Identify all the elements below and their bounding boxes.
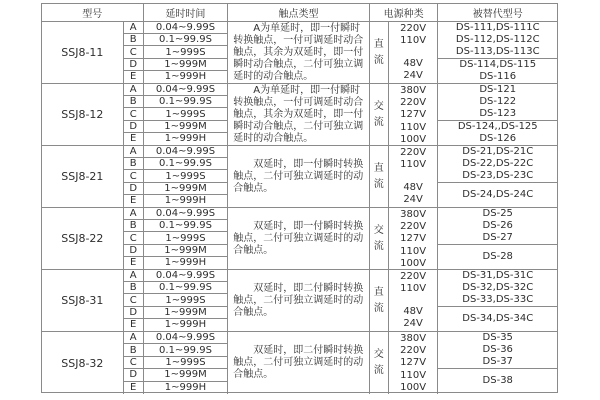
voltage-value: 220V xyxy=(400,97,427,109)
replaced-lower-cell xyxy=(438,369,557,394)
range-code-cell: E xyxy=(124,257,144,269)
table-row-group-ssj8-21 xyxy=(42,146,557,208)
voltage-value: 127V xyxy=(400,357,427,369)
range-code-cell: A xyxy=(124,22,144,33)
delay-time-cell: 1~999S xyxy=(165,232,206,244)
delay-row xyxy=(124,34,228,46)
delay-row xyxy=(124,71,228,83)
power-kind-label: 直流 xyxy=(373,162,384,190)
voltage-value: 127V xyxy=(400,109,427,121)
delay-time-cell: 1~999S xyxy=(165,294,206,306)
voltage-value: 220V xyxy=(400,345,427,357)
voltage-value: 380V xyxy=(400,85,427,96)
delay-row xyxy=(124,294,228,306)
delay-row xyxy=(124,369,228,381)
range-code-cell: C xyxy=(124,232,144,243)
range-code-cell: A xyxy=(124,84,144,95)
range-code-cell: D xyxy=(124,121,144,132)
model-cell xyxy=(42,332,124,394)
voltage-value: 100V xyxy=(400,257,427,269)
delay-row xyxy=(124,257,228,269)
delay-row xyxy=(124,108,228,120)
table-row-group-ssj8-11 xyxy=(42,22,557,84)
range-code-cell: C xyxy=(124,294,144,305)
voltage-value: 24V xyxy=(403,69,423,81)
delay-rows xyxy=(124,146,229,207)
power-kind-label: 直流 xyxy=(373,286,384,314)
header-power-kind: 电源种类 xyxy=(370,4,439,21)
delay-row xyxy=(124,183,228,195)
range-code-cell: A xyxy=(124,146,144,157)
model-cell xyxy=(42,22,124,83)
voltage-value: 100V xyxy=(400,133,427,145)
replaced-model: DS-23,DS-23C xyxy=(462,170,534,182)
replaced-upper-cell xyxy=(438,146,557,183)
delay-row xyxy=(124,270,228,282)
replaced-model: DS-24,DS-24C xyxy=(462,188,534,200)
model-cell xyxy=(42,84,124,145)
replaced-lower-cell xyxy=(438,183,557,207)
contact-type-cell xyxy=(228,332,369,394)
delay-row xyxy=(124,245,228,257)
range-code-cell: B xyxy=(124,34,144,45)
range-code-cell: C xyxy=(124,46,144,57)
delay-rows xyxy=(124,22,229,83)
power-cell xyxy=(370,146,439,207)
delay-row xyxy=(124,195,228,207)
replaced-models-cell xyxy=(438,84,557,145)
power-kind-label: 直流 xyxy=(373,38,384,66)
range-code-cell: C xyxy=(124,108,144,119)
delay-time-cell: 0.1~99.9S xyxy=(159,96,212,108)
relay-spec-table xyxy=(41,3,558,393)
voltage-group-lower xyxy=(389,370,438,394)
power-kind-cell xyxy=(370,332,389,394)
delay-row xyxy=(124,344,228,356)
model-label: SSJ8-21 xyxy=(61,170,104,183)
voltage-group-upper xyxy=(389,85,438,122)
delay-time-cell: 1~999M xyxy=(164,306,207,318)
delay-time-cell: 1~999H xyxy=(164,382,207,394)
model-label: SSJ8-22 xyxy=(61,232,104,245)
range-code-cell: D xyxy=(124,183,144,194)
delay-row xyxy=(124,121,228,133)
replaced-upper-cell xyxy=(438,208,557,245)
delay-time-cell: 1~999H xyxy=(164,71,207,83)
voltage-value: 110V xyxy=(400,369,427,381)
replaced-model: DS-33,DS-33C xyxy=(462,294,534,306)
delay-time-cell: 0.1~99.9S xyxy=(159,34,212,46)
contact-type-cell xyxy=(228,270,369,331)
replaced-model: DS-121 xyxy=(479,83,517,95)
voltage-group-upper xyxy=(389,271,438,295)
voltage-value: 220V xyxy=(400,271,427,282)
replaced-models-cell xyxy=(438,270,557,331)
replaced-model: DS-34,DS-34C xyxy=(462,312,534,324)
range-code-cell: C xyxy=(124,170,144,181)
delay-row xyxy=(124,382,228,394)
voltage-group-lower xyxy=(389,122,438,146)
replaced-model: DS-113,DS-113C xyxy=(455,46,540,58)
delay-time-cell: 1~999M xyxy=(164,120,207,132)
delay-row xyxy=(124,158,228,170)
delay-row xyxy=(124,332,228,344)
replaced-model: DS-35 xyxy=(482,331,513,343)
replaced-upper-cell xyxy=(438,84,557,121)
power-kind-label: 交流 xyxy=(373,224,384,252)
model-label: SSJ8-11 xyxy=(61,46,104,59)
voltage-cell xyxy=(389,208,438,269)
voltage-group-upper xyxy=(389,209,438,246)
contact-type-cell xyxy=(228,22,369,83)
voltage-value: 48V xyxy=(403,57,423,69)
delay-time-cell: 0.04~9.99S xyxy=(155,332,216,344)
range-code-cell: E xyxy=(124,195,144,207)
delay-row xyxy=(124,319,228,331)
contact-type-cell xyxy=(228,208,369,269)
voltage-value: 110V xyxy=(400,283,427,295)
delay-rows xyxy=(124,332,229,394)
power-kind-cell xyxy=(370,84,389,145)
voltage-cell xyxy=(389,84,438,145)
power-cell xyxy=(370,332,439,394)
voltage-value: 110V xyxy=(400,245,427,257)
voltage-group-lower xyxy=(389,246,438,270)
replaced-model: DS-123 xyxy=(479,108,517,120)
delay-rows xyxy=(124,208,229,269)
replaced-model: DS-28 xyxy=(482,250,513,262)
range-code-cell: C xyxy=(124,357,144,368)
delay-time-cell: 1~999M xyxy=(164,244,207,256)
voltage-group-lower xyxy=(389,182,438,206)
replaced-model: DS-126 xyxy=(479,133,517,145)
delay-rows xyxy=(124,270,229,331)
delay-time-cell: 1~999S xyxy=(165,46,206,58)
range-code-cell: A xyxy=(124,270,144,281)
table-row-group-ssj8-32 xyxy=(42,332,557,394)
replaced-model: DS-37 xyxy=(482,356,513,368)
range-code-cell: A xyxy=(124,208,144,219)
delay-row xyxy=(124,357,228,369)
voltage-value: 24V xyxy=(403,317,423,329)
replaced-model: DS-112,DS-112C xyxy=(455,33,540,45)
replaced-model: DS-38 xyxy=(482,375,513,387)
delay-time-cell: 1~999H xyxy=(164,319,207,331)
range-code-cell: B xyxy=(124,96,144,107)
delay-row xyxy=(124,146,228,158)
delay-time-cell: 0.04~9.99S xyxy=(155,146,216,158)
voltage-value: 110V xyxy=(400,121,427,133)
voltage-value: 24V xyxy=(403,193,423,205)
delay-time-cell: 1~999M xyxy=(164,369,207,381)
replaced-model: DS-32,DS-32C xyxy=(462,281,534,293)
replaced-model: DS-114,DS-115 xyxy=(459,59,537,70)
range-code-cell: D xyxy=(124,245,144,256)
replaced-model: DS-26 xyxy=(482,219,513,231)
delay-time-cell: 1~999S xyxy=(165,170,206,182)
range-code-cell: D xyxy=(124,307,144,318)
voltage-group-upper xyxy=(389,147,438,171)
header-contact-type: 触点类型 xyxy=(228,4,369,21)
replaced-models-cell xyxy=(438,22,557,83)
voltage-value: 127V xyxy=(400,233,427,245)
replaced-model: DS-31,DS-31C xyxy=(462,269,534,281)
power-cell xyxy=(370,208,439,269)
header-model: 型号 xyxy=(42,4,144,21)
delay-row xyxy=(124,59,228,71)
delay-row xyxy=(124,170,228,182)
delay-time-cell: 0.04~9.99S xyxy=(155,270,216,282)
replaced-model: DS-22,DS-22C xyxy=(462,157,534,169)
delay-row xyxy=(124,96,228,108)
delay-time-cell: 1~999H xyxy=(164,195,207,207)
voltage-value: 48V xyxy=(403,305,423,317)
voltage-value: 220V xyxy=(400,147,427,158)
replaced-model: DS-36 xyxy=(482,343,513,355)
replaced-model: DS-111,DS-111C xyxy=(455,21,540,33)
voltage-value: 380V xyxy=(400,333,427,344)
power-cell xyxy=(370,84,439,145)
power-kind-cell xyxy=(370,22,389,83)
model-cell xyxy=(42,208,124,269)
voltage-cell xyxy=(389,22,438,83)
replaced-lower-cell xyxy=(438,121,557,145)
delay-row xyxy=(124,282,228,294)
voltage-cell xyxy=(389,270,438,331)
power-cell xyxy=(370,22,439,83)
power-kind-cell xyxy=(370,208,389,269)
range-code-cell: B xyxy=(124,158,144,169)
delay-row xyxy=(124,84,228,96)
replaced-model: DS-116 xyxy=(479,71,517,83)
delay-row xyxy=(124,220,228,232)
delay-row xyxy=(124,208,228,220)
contact-desc: 双延时，即一付瞬时转换触点，二付可独立调延时的动合触点。 xyxy=(233,158,364,194)
voltage-group-upper xyxy=(389,333,438,370)
power-kind-label: 交流 xyxy=(373,100,384,128)
contact-desc: 双延时，即二付瞬时转换触点，二付可独立调延时的动合触点。 xyxy=(233,282,364,318)
delay-row xyxy=(124,232,228,244)
power-cell xyxy=(370,270,439,331)
delay-time-cell: 1~999S xyxy=(165,356,206,368)
voltage-value: 110V xyxy=(400,159,427,171)
delay-time-cell: 0.1~99.9S xyxy=(159,158,212,170)
delay-time-cell: 1~999M xyxy=(164,58,207,70)
model-label: SSJ8-12 xyxy=(61,108,104,121)
power-kind-cell xyxy=(370,270,389,331)
range-code-cell: D xyxy=(124,59,144,70)
delay-row xyxy=(124,22,228,34)
replaced-models-cell xyxy=(438,208,557,269)
table-header xyxy=(42,4,557,22)
contact-desc: 双延时，即二付瞬时转换触点，二付可独立调延时的动合触点。 xyxy=(233,345,364,380)
range-code-cell: E xyxy=(124,319,144,331)
delay-time-cell: 1~999M xyxy=(164,182,207,194)
replaced-model: DS-25 xyxy=(482,207,513,219)
delay-time-cell: 0.04~9.99S xyxy=(155,22,216,34)
delay-time-cell: 1~999H xyxy=(164,257,207,269)
table-row-group-ssj8-12 xyxy=(42,84,557,146)
delay-time-cell: 0.04~9.99S xyxy=(155,208,216,220)
voltage-group-lower xyxy=(389,58,438,82)
range-code-cell: B xyxy=(124,282,144,293)
contact-type-cell xyxy=(228,84,369,145)
voltage-group-lower xyxy=(389,306,438,330)
range-code-cell: E xyxy=(124,133,144,145)
header-delay-time: 延时时间 xyxy=(144,4,229,21)
replaced-lower-cell xyxy=(438,245,557,269)
delay-row xyxy=(124,46,228,58)
voltage-value: 100V xyxy=(400,381,427,393)
delay-row xyxy=(124,307,228,319)
model-cell xyxy=(42,270,124,331)
model-label: SSJ8-31 xyxy=(61,294,104,307)
replaced-model: DS-122 xyxy=(479,95,517,107)
contact-desc: A为单延时，即一付瞬时转换触点，一付可调延时动合触点，其余为双延时，即一付瞬时动合触点，二付可独立调延时的动合触点。 xyxy=(233,22,364,82)
range-code-cell: B xyxy=(124,344,144,355)
contact-type-cell xyxy=(228,146,369,207)
delay-time-cell: 0.1~99.9S xyxy=(159,282,212,294)
power-kind-label: 交流 xyxy=(373,349,384,376)
range-code-cell: D xyxy=(124,369,144,380)
delay-rows xyxy=(124,84,229,145)
voltage-value: 380V xyxy=(400,209,427,220)
range-code-cell: E xyxy=(124,71,144,83)
replaced-models-cell xyxy=(438,146,557,207)
voltage-group-upper xyxy=(389,23,438,47)
delay-time-cell: 1~999H xyxy=(164,133,207,145)
model-cell xyxy=(42,146,124,207)
contact-desc: 双延时，即一付瞬时转换触点，二付可独立调延时的动合触点。 xyxy=(233,220,364,256)
delay-time-cell: 0.1~99.9S xyxy=(159,344,212,356)
range-code-cell: A xyxy=(124,332,144,343)
replaced-lower-cell xyxy=(438,59,557,83)
header-replaced-model: 被替代型号 xyxy=(472,9,523,20)
replaced-model: DS-21,DS-21C xyxy=(462,145,534,157)
delay-row xyxy=(124,133,228,145)
voltage-cell xyxy=(389,146,438,207)
table-row-group-ssj8-22 xyxy=(42,208,557,270)
model-label: SSJ8-32 xyxy=(61,356,104,370)
replaced-upper-cell xyxy=(438,270,557,307)
replaced-lower-cell xyxy=(438,307,557,331)
power-kind-cell xyxy=(370,146,389,207)
voltage-value: 220V xyxy=(400,221,427,233)
delay-time-cell: 1~999S xyxy=(165,108,206,120)
replaced-upper-cell xyxy=(438,22,557,59)
range-code-cell: E xyxy=(124,382,144,394)
table-row-group-ssj8-31 xyxy=(42,270,557,332)
replaced-model: DS-27 xyxy=(482,232,513,244)
voltage-value: 220V xyxy=(400,23,427,34)
contact-desc: A为单延时，即一付瞬时转换触点，一付可调延时动合触点，其余为双延时，即一付瞬时动合触点，二付可独立调延时的动合触点。 xyxy=(233,84,364,144)
delay-time-cell: 0.04~9.99S xyxy=(155,84,216,96)
replaced-upper-cell xyxy=(438,332,557,369)
voltage-value: 110V xyxy=(400,35,427,47)
voltage-value: 48V xyxy=(403,181,423,193)
replaced-models-cell xyxy=(438,332,557,394)
delay-time-cell: 0.1~99.9S xyxy=(159,220,212,232)
replaced-model: DS-124,,DS-125 xyxy=(457,121,538,132)
range-code-cell: B xyxy=(124,220,144,231)
voltage-cell xyxy=(389,332,438,394)
